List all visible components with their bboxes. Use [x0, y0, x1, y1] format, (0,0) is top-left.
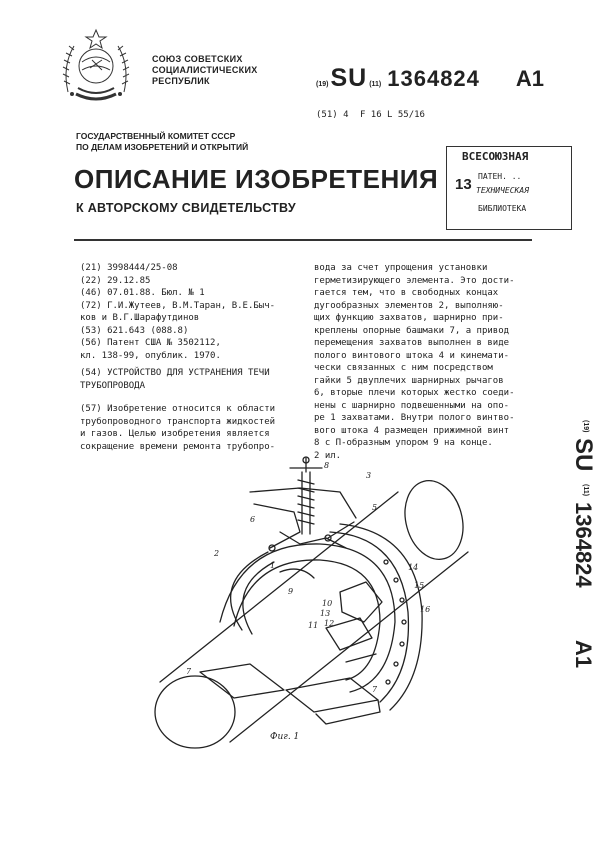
code-11: (11) — [369, 81, 382, 88]
abstract-line: ре 1 захватами. Внутри полого винтво- — [314, 413, 515, 423]
abstract-line: 6, вторые плечи которых жестко соеди- — [314, 388, 515, 398]
ipc-code: (51) 4 — [316, 110, 349, 120]
vertical-patent-id — [548, 420, 598, 690]
abstract-line: 8 с П-образным упором 9 на конце. — [314, 438, 493, 448]
biblio-line: (53) 621.643 (088.8) — [80, 325, 189, 336]
document-subtitle: К АВТОРСКОМУ СВИДЕТЕЛЬСТВУ — [76, 201, 296, 215]
abstract-line: вого штока 4 размещен прижимной винт — [314, 425, 510, 436]
figure-label: 11 — [308, 621, 319, 630]
biblio-line: (72) Г.И.Жутеев, В.М.Таран, В.Е.Быч- — [80, 300, 276, 311]
committee-name — [76, 131, 248, 153]
stamp-line: БИБЛИОТЕКА — [478, 204, 527, 213]
union-line: СОЦИАЛИСТИЧЕСКИХ — [152, 65, 258, 75]
committee-line: ГОСУДАРСТВЕННЫЙ КОМИТЕТ СССР — [76, 131, 236, 141]
biblio-line: ков и В.Г.Шарафутдинов — [80, 313, 200, 323]
abstract-left-column — [80, 403, 308, 453]
figure-label: 12 — [324, 619, 335, 628]
union-line: РЕСПУБЛИК — [152, 76, 210, 86]
figure-label: 14 — [408, 563, 419, 572]
header-rule — [74, 239, 532, 241]
bibliographic-data — [80, 262, 308, 362]
biblio-line: (22) 29.12.85 — [80, 275, 151, 286]
ussr-emblem — [52, 22, 140, 110]
figure-label: 5 — [372, 503, 378, 512]
support-shoe — [200, 664, 284, 698]
document-title: ОПИСАНИЕ ИЗОБРЕТЕНИЯ — [74, 164, 439, 194]
biblio-line: (46) 07.01.88. Бюл. № 1 — [80, 288, 205, 298]
vertical-country: SU — [570, 438, 597, 472]
code-19: (19) — [316, 81, 329, 88]
union-name — [152, 54, 258, 87]
stamp-line: ВСЕСОЮЗНАЯ — [462, 150, 529, 163]
patent-figure — [150, 452, 500, 750]
abstract-line: сокращение времени ремонта трубопро- — [80, 441, 276, 452]
invention-title-line: (54) УСТРОЙСТВО ДЛЯ УСТРАНЕНИЯ ТЕЧИ — [80, 368, 270, 378]
figure-label: 15 — [414, 581, 425, 590]
invention-title — [80, 367, 308, 392]
figure-label: 16 — [420, 605, 431, 614]
abstract-line: креплены опорные башмаки 7, а привод — [314, 325, 510, 336]
ipc-classification — [316, 110, 425, 120]
abstract-line: нены с шарнирно подвешенными на опо- — [314, 400, 510, 411]
figure-label: 3 — [366, 471, 372, 480]
arc-clamp — [243, 562, 274, 634]
union-line: СОЮЗ СОВЕТСКИХ — [152, 54, 243, 64]
vertical-kind: A1 — [571, 640, 596, 669]
patent-kind: A1 — [515, 66, 545, 91]
abstract-line: трубопроводного транспорта жидкостей — [80, 416, 276, 427]
committee-line: ПО ДЕЛАМ ИЗОБРЕТЕНИЙ И ОТКРЫТИЙ — [76, 142, 249, 152]
biblio-line: (56) Патент США № 3502112, — [80, 338, 221, 348]
support-shoe — [286, 678, 378, 712]
figure-label: 1 — [270, 561, 276, 570]
lever — [254, 504, 300, 548]
vertical-patent-number: 1364824 — [571, 502, 596, 588]
country-code: SU — [330, 64, 368, 92]
patent-number: 1364824 — [387, 66, 480, 91]
figure-label: 7 — [186, 667, 192, 676]
pipe-far-end — [397, 474, 472, 566]
biblio-line: кл. 138-99, опублик. 1970. — [80, 350, 221, 361]
abstract-line: перемещения захватов выполнен в виде — [314, 338, 510, 348]
vertical-code-11: (11) — [582, 484, 589, 497]
abstract-line: герметизирующего элемента. Это дости- — [314, 275, 515, 286]
abstract-line: дугообразных элементов 2, выполняю- — [314, 300, 504, 311]
abstract-line: 2 ил. — [314, 450, 342, 461]
patent-id-row — [316, 64, 544, 93]
abstract-line: полого винтового штока 4 и кинемати- — [314, 350, 510, 361]
abstract-line: (57) Изобретение относится к области — [80, 404, 276, 414]
biblio-line: (21) 3998444/25-08 — [80, 263, 178, 273]
figure-label: 10 — [322, 599, 333, 608]
figure-label: 8 — [324, 461, 330, 470]
figure-label: 2 — [214, 549, 220, 558]
figure-label: 9 — [288, 587, 294, 596]
abstract-line: и газов. Целью изобретения является — [80, 429, 270, 439]
figure-label: 13 — [320, 609, 331, 618]
abstract-line: вода за счет упрощения установки — [314, 263, 488, 273]
stamp-line: ПАТЕН. .. — [478, 172, 522, 181]
pipe-outline — [160, 492, 398, 682]
abstract-line: гайки 5 двуплечих шарнирных рычагов — [314, 375, 504, 386]
abstract-line: чески связанных с ним посредством — [314, 363, 493, 373]
ipc-value: F 16 L 55/16 — [359, 110, 425, 120]
stamp-number: 13 — [455, 176, 472, 193]
abstract-right-column — [314, 262, 554, 462]
invention-title-line: ТРУБОПРОВОДА — [80, 380, 146, 391]
abstract-line: щих функцию захватов, шарнирно при- — [314, 313, 504, 323]
figure-caption: Фиг. 1 — [270, 732, 300, 742]
abstract-line: гается тем, что в свободных концах — [314, 288, 499, 298]
figure-label: 7 — [372, 685, 378, 694]
figure-label: 6 — [250, 515, 256, 524]
handle — [290, 458, 322, 472]
stamp-line: ТЕХНИЧЕСКАЯ — [476, 186, 529, 195]
pipe-end — [155, 676, 235, 748]
vertical-code-19: (19) — [582, 420, 589, 433]
